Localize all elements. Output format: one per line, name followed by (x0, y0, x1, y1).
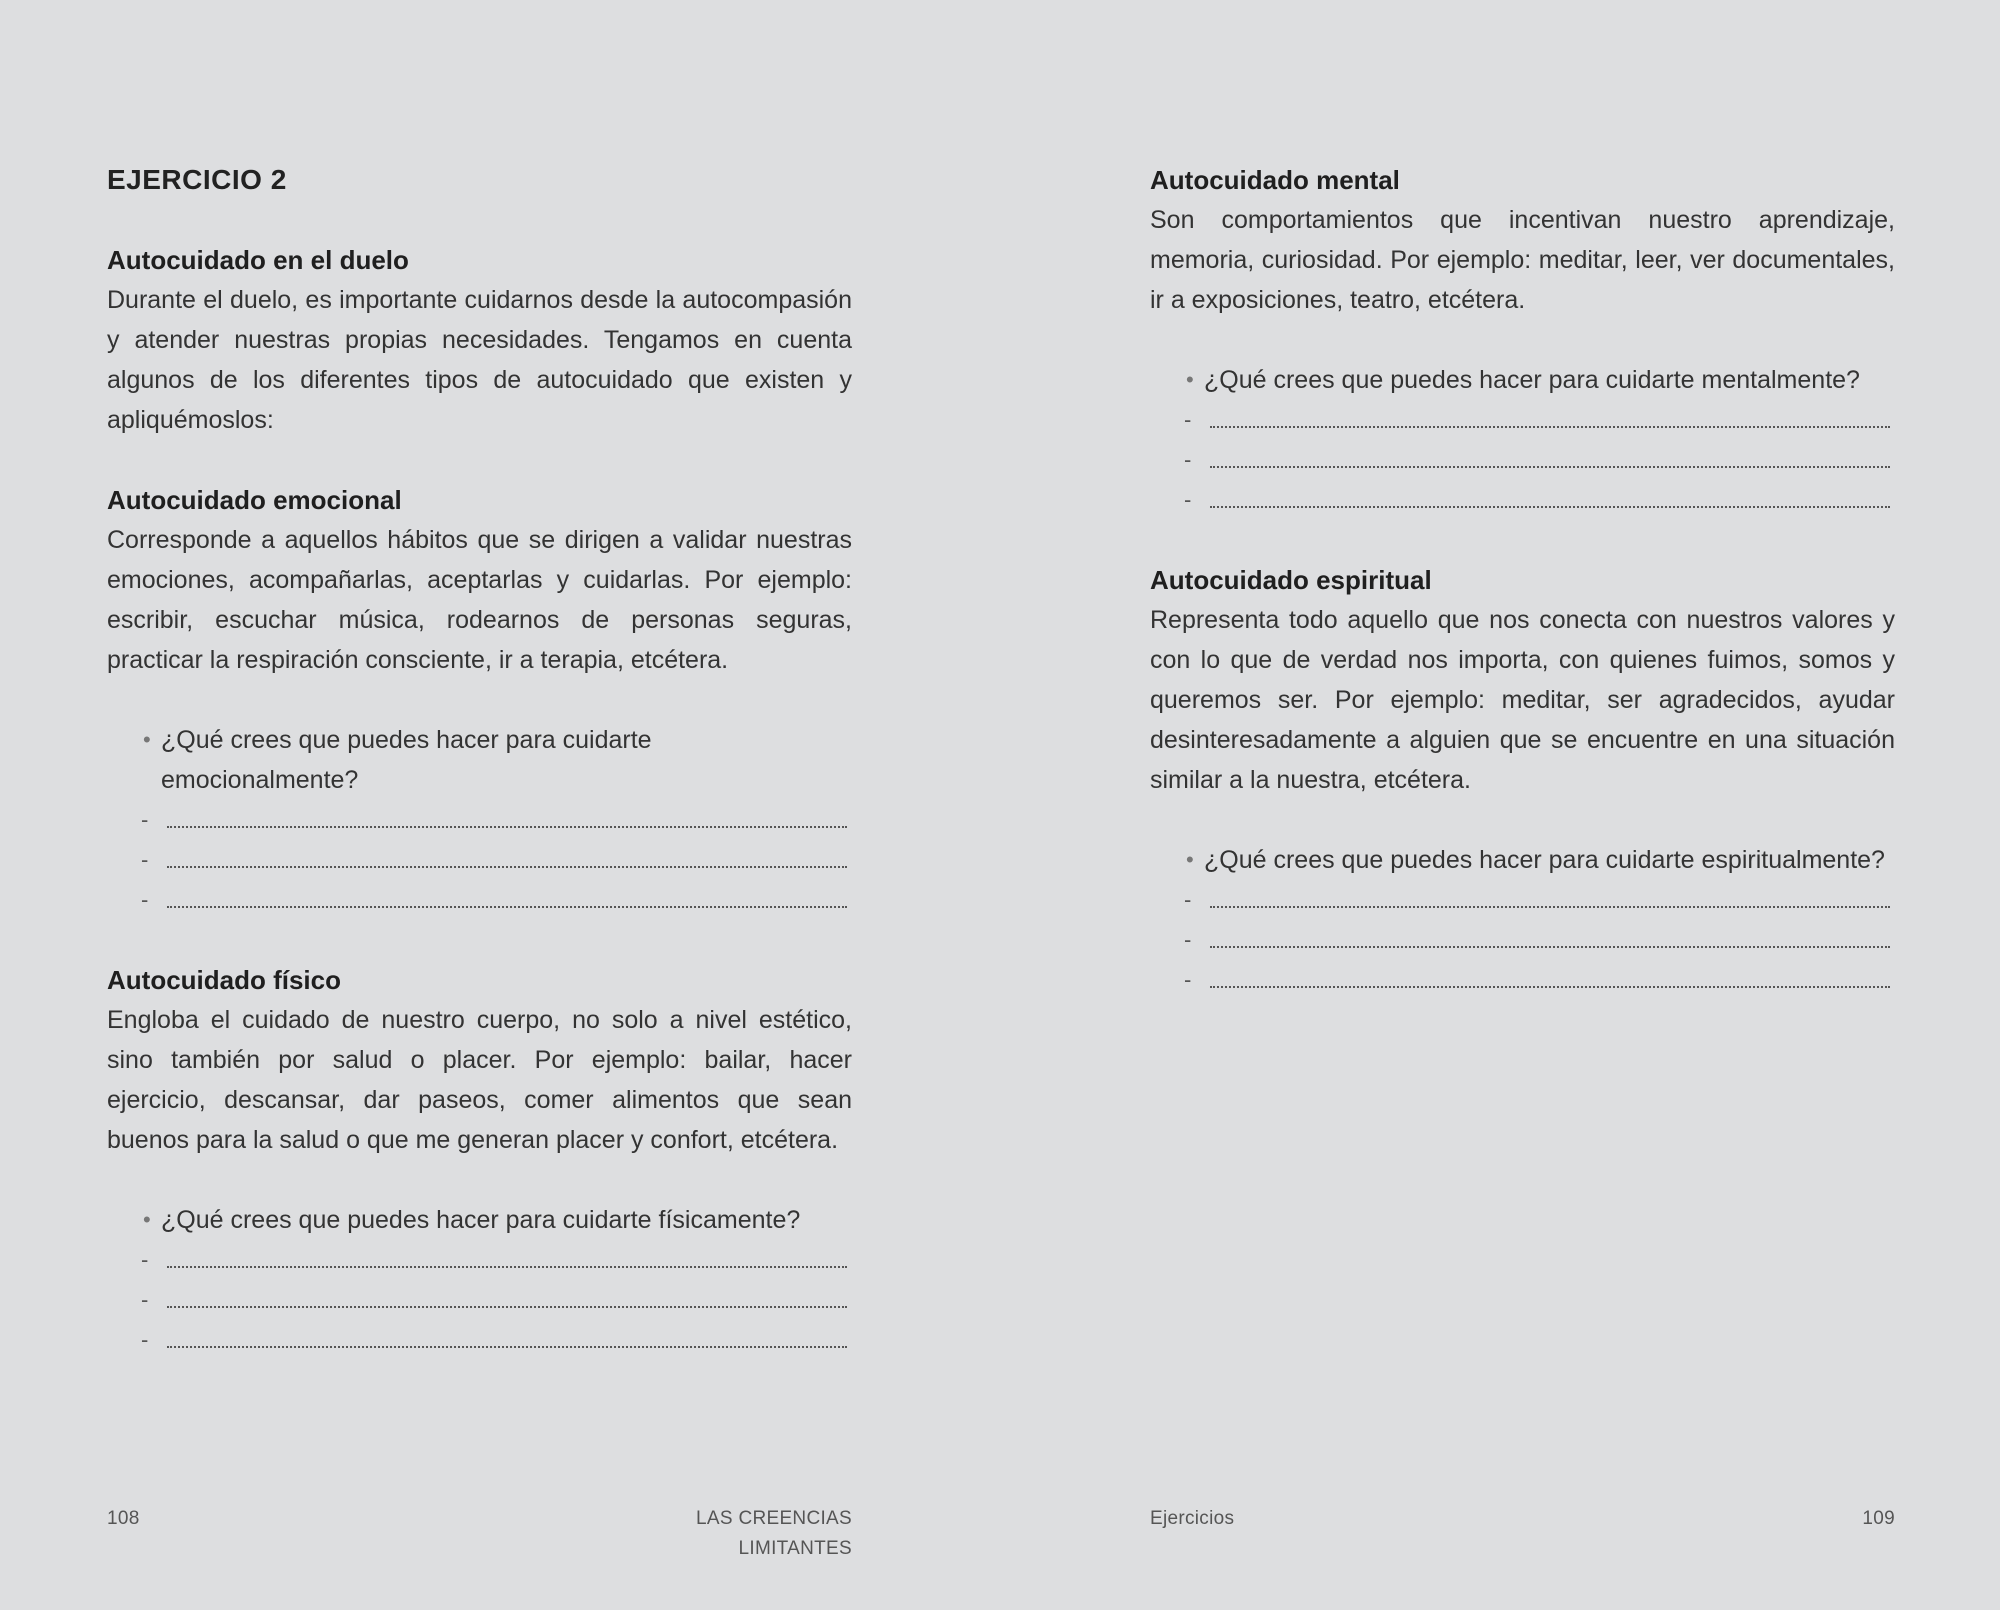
answer-line[interactable] (107, 1320, 852, 1360)
dash: - (141, 807, 149, 832)
dotted-line (1210, 506, 1890, 508)
question-text: ¿Qué crees que puedes hacer para cuidarte físicamente? (161, 1206, 801, 1234)
question-spiritual (1150, 840, 1895, 880)
dash: - (141, 1247, 149, 1272)
answer-line[interactable] (107, 800, 852, 840)
question-text: ¿Qué crees que puedes hacer para cuidarte emocionalmente? (161, 726, 652, 794)
dotted-line (167, 1306, 847, 1308)
answer-line[interactable] (107, 880, 852, 920)
running-head: LAS CREENCIAS LIMITANTES (696, 1508, 852, 1559)
exercise-title: EJERCICIO 2 (107, 164, 287, 195)
answer-lines-physical (107, 1240, 852, 1360)
answer-lines-spiritual (1150, 880, 1895, 1000)
dash: - (141, 847, 149, 872)
question-emotional (107, 720, 852, 800)
dotted-line (1210, 946, 1890, 948)
dash: - (1184, 447, 1192, 472)
section-heading-emotional: Autocuidado emocional (107, 485, 402, 515)
bullet-icon: • (1186, 367, 1194, 392)
dotted-line (167, 1266, 847, 1268)
right-page (1000, 0, 2000, 1610)
page-number: 108 (107, 1508, 140, 1529)
section-heading-physical: Autocuidado físico (107, 965, 341, 995)
answer-line[interactable] (107, 840, 852, 880)
section-heading-grief: Autocuidado en el duelo (107, 245, 409, 275)
bullet-icon: • (1186, 847, 1194, 872)
section-heading-spiritual: Autocuidado espiritual (1150, 565, 1432, 595)
answer-line[interactable] (1150, 480, 1895, 520)
question-physical (107, 1200, 852, 1240)
dotted-line (1210, 906, 1890, 908)
section-text-grief: Durante el duelo, es importante cuidarnos desde la autocompasión y atender nuestras propias necesidades. Tengamos en cuenta algunos de los diferentes tipos de autocuidado que existen y apliquémoslos: (107, 286, 852, 434)
question-text: ¿Qué crees que puedes hacer para cuidarte mentalmente? (1204, 366, 1860, 394)
dotted-line (167, 906, 847, 908)
dotted-line (167, 866, 847, 868)
section-text-mental: Son comportamientos que incentivan nuestro aprendizaje, memoria, curiosidad. Por ejemplo: meditar, leer, ver documentales, ir a exposiciones, teatro, etcétera. (1150, 206, 1895, 314)
section-text-emotional: Corresponde a aquellos hábitos que se dirigen a validar nuestras emociones, acompañarlas, aceptarlas y cuidarlas. Por ejemplo: escribir, escuchar música, rodearnos de personas seguras, practicar la respiración consciente, ir a terapia, etcétera. (107, 526, 852, 674)
answer-line[interactable] (107, 1280, 852, 1320)
dash: - (141, 887, 149, 912)
answer-line[interactable] (1150, 400, 1895, 440)
bullet-icon: • (143, 727, 151, 752)
dotted-line (167, 826, 847, 828)
dotted-line (1210, 426, 1890, 428)
dotted-line (1210, 986, 1890, 988)
dotted-line (167, 1346, 847, 1348)
running-head: Ejercicios (1150, 1508, 1235, 1529)
answer-line[interactable] (1150, 920, 1895, 960)
right-column (1150, 160, 1895, 1000)
dash: - (1184, 927, 1192, 952)
section-text-spiritual: Representa todo aquello que nos conecta con nuestros valores y con lo que de verdad nos importa, con quienes fuimos, somos y queremos ser. Por ejemplo: meditar, ser agradecidos, ayudar desinteresadamente a alguien que se encuentre en una situación similar a la nuestra, etcétera. (1150, 606, 1895, 794)
dash: - (141, 1287, 149, 1312)
dash: - (1184, 407, 1192, 432)
dotted-line (1210, 466, 1890, 468)
answer-line[interactable] (1150, 960, 1895, 1000)
section-text-physical: Engloba el cuidado de nuestro cuerpo, no solo a nivel estético, sino también por salud o placer. Por ejemplo: bailar, hacer ejercicio, descansar, dar paseos, comer alimentos que sean buenos para la salud o que me generan placer y confort, etcétera. (107, 1006, 852, 1154)
dash: - (141, 1327, 149, 1352)
answer-lines-mental (1150, 400, 1895, 520)
question-text: ¿Qué crees que puedes hacer para cuidarte espiritualmente? (1204, 846, 1885, 874)
page-number: 109 (1862, 1508, 1895, 1529)
answer-line[interactable] (1150, 440, 1895, 480)
answer-lines-emotional (107, 800, 852, 920)
question-mental (1150, 360, 1895, 400)
dash: - (1184, 887, 1192, 912)
dash: - (1184, 967, 1192, 992)
left-column (107, 160, 852, 1360)
dash: - (1184, 487, 1192, 512)
bullet-icon: • (143, 1207, 151, 1232)
section-heading-mental: Autocuidado mental (1150, 165, 1400, 195)
answer-line[interactable] (107, 1240, 852, 1280)
answer-line[interactable] (1150, 880, 1895, 920)
